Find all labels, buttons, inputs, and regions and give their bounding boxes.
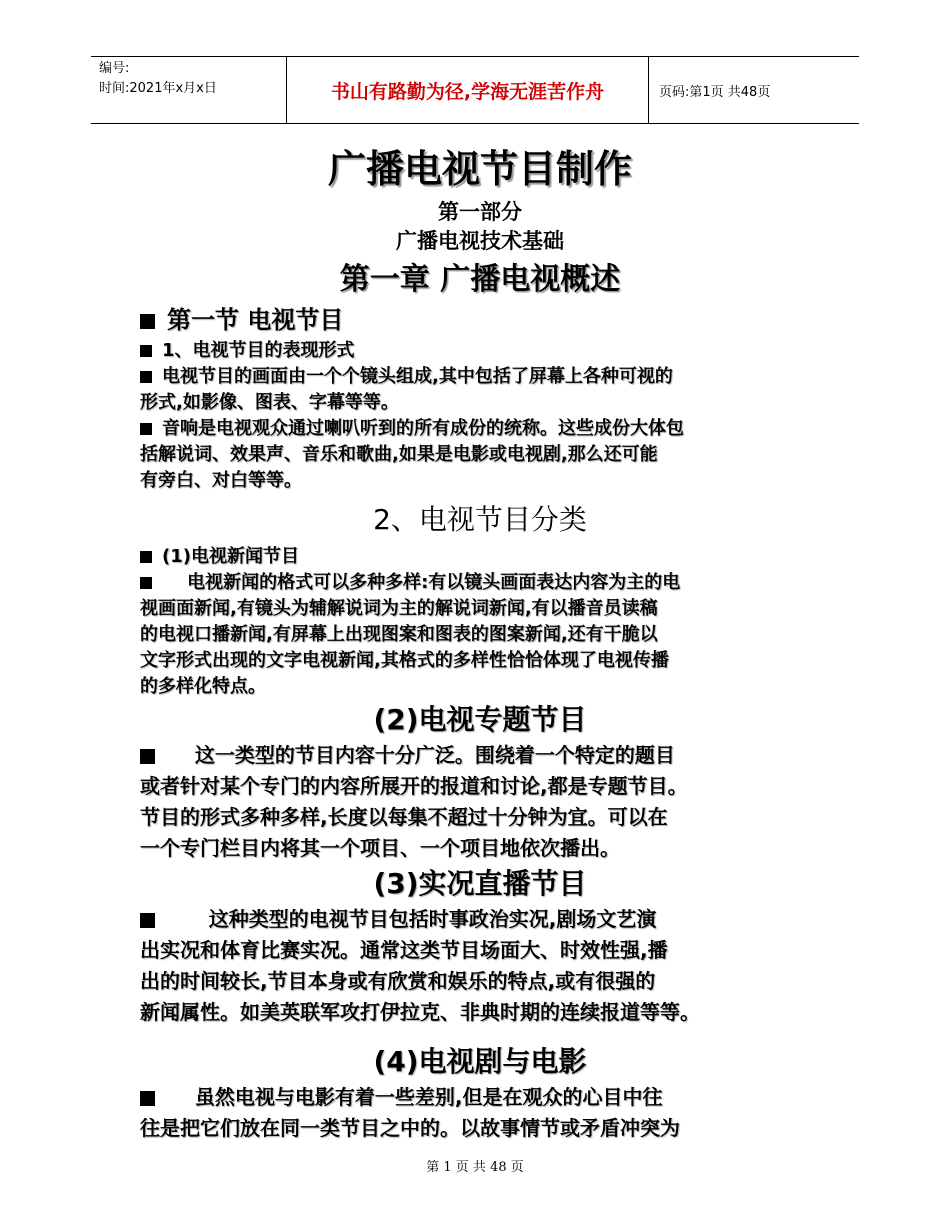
doc-time-label: 时间:2021年x月x日: [99, 81, 217, 96]
paragraph-special: [140, 740, 820, 864]
paragraph-line: 电视新闻的格式可以多种多样:有以镜头画面表达内容为主的电: [140, 570, 820, 596]
paragraph-line: 电视节目的画面由一个个镜头组成,其中包括了屏幕上各种可视的: [140, 364, 820, 390]
header-meta: [91, 57, 287, 123]
section-heading: [140, 302, 820, 338]
bullet-square-icon: [140, 551, 152, 563]
header-motto: 书山有路勤为径,学海无涯苦作舟: [287, 57, 649, 123]
bullet-square-icon: [140, 345, 152, 357]
page-footer: 第 1 页 共 48 页: [426, 1160, 524, 1175]
paragraph-line: 视画面新闻,有镜头为辅解说词为主的解说词新闻,有以播音员读稿: [140, 598, 658, 619]
paragraph-line: 新闻属性。如美英联军攻打伊拉克、非典时期的连续报道等等。: [140, 1000, 700, 1024]
item-title: 1、电视节目的表现形式: [162, 340, 355, 361]
paragraph-line: 或者针对某个专门的内容所展开的报道和讨论,都是专题节目。: [140, 774, 688, 798]
paragraph-line: 出实况和体育比赛实况。通常这类节目场面大、时效性强,播: [140, 938, 668, 962]
live-program-heading: (3)实况直播节目: [373, 867, 587, 900]
paragraph-line: 往是把它们放在同一类节目之中的。以故事情节或矛盾冲突为: [140, 1116, 680, 1140]
paragraph-line: 的电视口播新闻,有屏幕上出现图案和图表的图案新闻,还有干脆以: [140, 624, 658, 645]
section-title: 第一节 电视节目: [167, 306, 344, 334]
subitem-heading: [140, 544, 820, 570]
subitem-title: (1)电视新闻节目: [162, 546, 299, 567]
doc-title: 广播电视节目制作: [327, 147, 632, 191]
paragraph-line: 这种类型的电视节目包括时事政治实况,剧场文艺演: [140, 904, 820, 935]
item-heading: [140, 338, 820, 364]
paragraph-line: 节目的形式多种多样,长度以每集不超过十分钟为宜。可以在: [140, 805, 668, 829]
part-title: 广播电视技术基础: [396, 229, 564, 253]
spacer: [140, 1028, 820, 1042]
bullet-square-icon: [140, 913, 155, 928]
paragraph-line: 形式,如影像、图表、字幕等等。: [140, 392, 399, 413]
doc-number-label: 编号:: [99, 61, 130, 76]
paragraph-news: [140, 570, 820, 700]
paragraph-picture: [140, 364, 820, 416]
paragraph-line: 这一类型的节目内容十分广泛。围绕着一个特定的题目: [140, 740, 820, 771]
bullet-square-icon: [140, 423, 152, 435]
bullet-square-icon: [140, 749, 155, 764]
paragraph-line: 一个专门栏目内将其一个项目、一个项目地依次播出。: [140, 836, 620, 860]
paragraph-line: 虽然电视与电影有着一些差别,但是在观众的心目中往: [140, 1082, 820, 1113]
part-label: 第一部分: [438, 200, 522, 224]
chapter-title: 第一章 广播电视概述: [339, 262, 621, 297]
classification-heading: 2、电视节目分类: [373, 503, 587, 536]
bullet-square-icon: [140, 314, 155, 329]
paragraph-line: 括解说词、效果声、音乐和歌曲,如果是电影或电视剧,那么还可能: [140, 444, 658, 465]
paragraph-sound: [140, 416, 820, 494]
paragraph-line: 音响是电视观众通过喇叭听到的所有成份的统称。这些成份大体包: [140, 416, 820, 442]
paragraph-line: 的多样化特点。: [140, 676, 266, 697]
paragraph-drama: [140, 1082, 820, 1144]
paragraph-line: 文字形式出现的文字电视新闻,其格式的多样性恰恰体现了电视传播: [140, 650, 669, 671]
drama-film-heading: (4)电视剧与电影: [373, 1045, 587, 1078]
page-header: [91, 56, 859, 124]
special-program-heading: (2)电视专题节目: [373, 703, 587, 736]
bullet-square-icon: [140, 371, 152, 383]
bullet-square-icon: [140, 1091, 155, 1106]
header-page-info: 页码:第1页 共48页: [659, 84, 771, 100]
document-body: [140, 140, 820, 1144]
paragraph-live: [140, 904, 820, 1028]
paragraph-line: 出的时间较长,节目本身或有欣赏和娱乐的特点,或有很强的: [140, 969, 656, 993]
paragraph-line: 有旁白、对白等等。: [140, 470, 302, 491]
bullet-square-icon: [140, 577, 152, 589]
